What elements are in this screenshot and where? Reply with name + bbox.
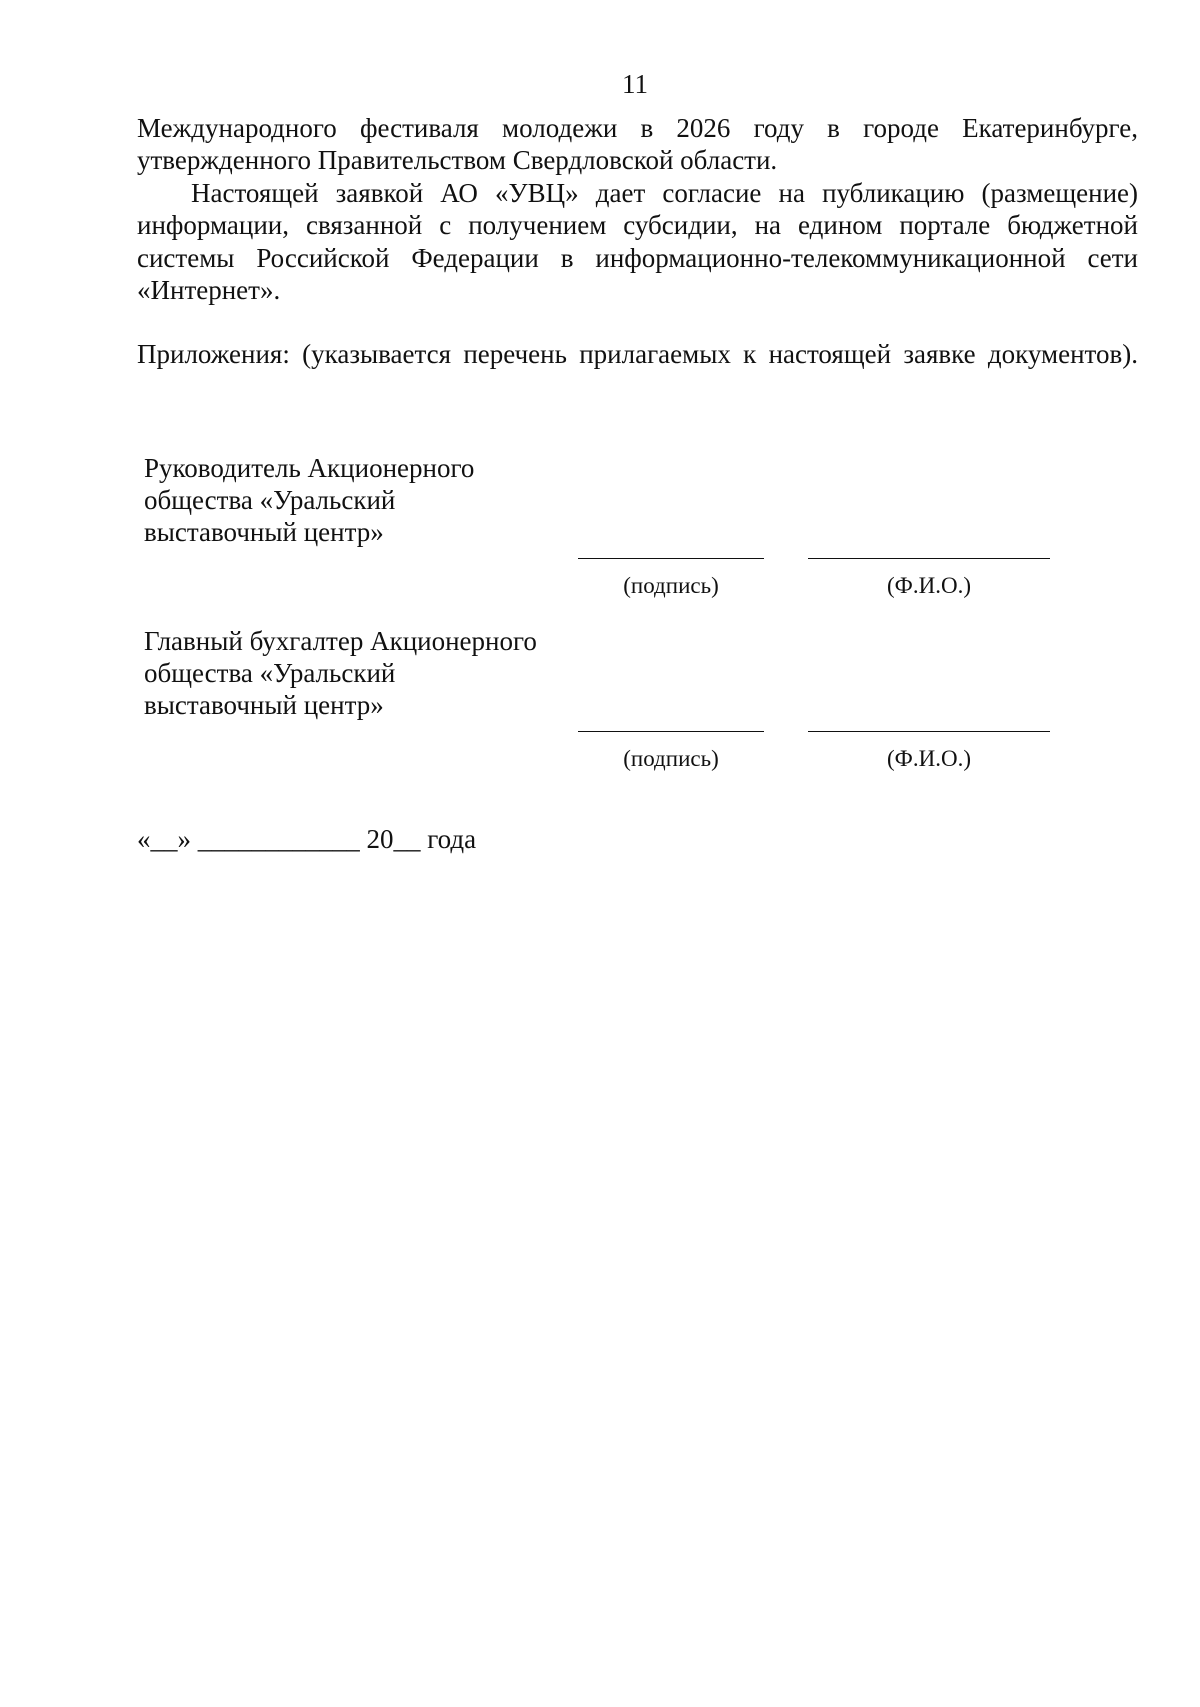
signatory-role-line: общества «Уральский <box>144 485 396 515</box>
page-number: 11 <box>622 69 648 99</box>
signatory-role-line: Главный бухгалтер Акционерного <box>144 626 537 656</box>
signatory-role-line: выставочный центр» <box>144 690 384 720</box>
signature-caption: (подпись) <box>623 746 719 771</box>
date-field: «__» ____________ 20__ года <box>137 824 477 854</box>
document-body <box>137 112 1138 371</box>
signature-line <box>578 558 764 559</box>
appendix-line: Приложения: (указывается перечень прилагаемых к настоящей заявке документов). <box>137 339 1138 370</box>
signatory-role-line: выставочный центр» <box>144 517 384 547</box>
signature-caption: (подпись) <box>623 573 719 598</box>
signatory-role-line: общества «Уральский <box>144 658 396 688</box>
name-line <box>808 558 1050 559</box>
paragraph-continuation: Международного фестиваля молодежи в 2026 году в городе Екатеринбурге, утвержденного Правительством Свердловской области. <box>137 113 1138 176</box>
paragraph-consent: Настоящей заявкой АО «УВЦ» дает согласие на публикацию (размещение) информации, связанной с получением субсидии, на едином портале бюджетной системы Российской Федерации в информационно-телекоммуникационной сети «Интернет». <box>137 177 1138 306</box>
signatory-role-line: Руководитель Акционерного <box>144 453 475 483</box>
signature-line <box>578 731 764 732</box>
name-caption: (Ф.И.О.) <box>887 746 971 771</box>
name-line <box>808 731 1050 732</box>
name-caption: (Ф.И.О.) <box>887 573 971 598</box>
